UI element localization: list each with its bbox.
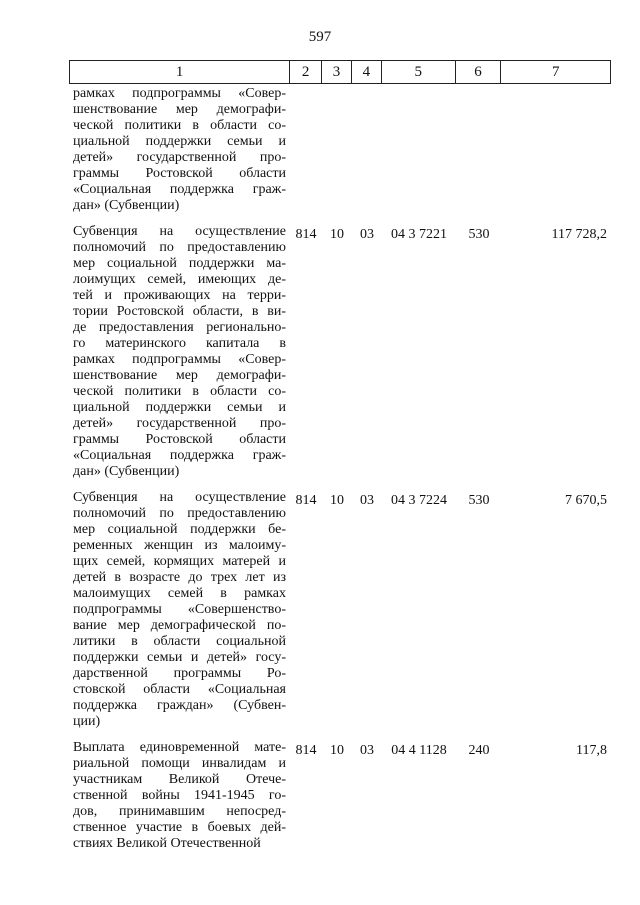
col-7-value: 117 728,2	[551, 227, 607, 242]
description-line: Субвенция на осуществление	[73, 490, 286, 505]
description-line: тории Ростовской области, в ви-	[73, 304, 286, 319]
row-description	[69, 490, 290, 730]
table-header	[69, 60, 611, 84]
table-row	[69, 224, 611, 480]
description-line: стовской области «Социальная	[73, 682, 286, 697]
col-6-value: 530	[468, 227, 490, 242]
description-line: рамках подпрограммы «Совер-	[73, 86, 286, 101]
description-line: лоимущих семей, имеющих де-	[73, 272, 286, 287]
col-6-value: 530	[468, 493, 490, 508]
description-line: ческой политики в области со-	[73, 384, 286, 399]
description-line: ременных женщин из малоиму-	[73, 538, 286, 553]
header-col-4: 4	[352, 61, 382, 83]
description-line: дарственной программы Ро-	[73, 666, 286, 681]
col-5-value: 04 4 1128	[391, 743, 447, 758]
description-line: шенствование мер демографи-	[73, 102, 286, 117]
description-line: поддержки семьи и детей» госу-	[73, 650, 286, 665]
description-line: детей» государственной про-	[73, 150, 286, 165]
col-7-value: 7 670,5	[565, 493, 607, 508]
description-line: детей» государственной про-	[73, 416, 286, 431]
row-gap	[69, 214, 611, 224]
col-4-value	[352, 86, 382, 214]
col-2-value	[290, 86, 322, 214]
col-3-value	[322, 86, 352, 214]
header-col-2: 2	[290, 61, 322, 83]
page-number: 597	[308, 29, 332, 45]
description-line: вание мер демографической по-	[73, 618, 286, 633]
table-row	[69, 490, 611, 730]
description-line: поддержка граждан» (Субвен-	[73, 698, 286, 713]
description-line: ственной войны 1941-1945 го-	[73, 788, 286, 803]
col-3-value: 10	[330, 743, 344, 758]
header-col-1: 1	[70, 61, 290, 83]
description-line: граммы Ростовской области	[73, 166, 286, 181]
description-line: Выплата единовременной мате-	[73, 740, 286, 755]
description-line: литики в области социальной	[73, 634, 286, 649]
description-line: граммы Ростовской области	[73, 432, 286, 447]
description-line: детей в возрасте до трех лет из	[73, 570, 286, 585]
col-5-value	[382, 86, 456, 214]
col-5-value: 04 3 7221	[391, 227, 447, 242]
description-line: мер социальной поддержки ма-	[73, 256, 286, 271]
description-line: циальной поддержки семьи и	[73, 400, 286, 415]
col-5-value: 04 3 7224	[391, 493, 447, 508]
description-line: подпрограммы «Совершенство-	[73, 602, 286, 617]
description-line: дов, принимавшим непосред-	[73, 804, 286, 819]
col-2-value: 814	[295, 743, 317, 758]
description-line: де предоставления регионально-	[73, 320, 286, 335]
description-line: шенствование мер демографи-	[73, 368, 286, 383]
description-line: тей и проживающих на терри-	[73, 288, 286, 303]
description-line: ственное участие в боевых дей-	[73, 820, 286, 835]
col-4-value: 03	[360, 493, 374, 508]
description-line: дан» (Субвенции)	[73, 198, 180, 213]
col-2-value: 814	[295, 227, 317, 242]
col-6-value	[456, 86, 502, 214]
description-line: полномочий по предоставлению	[73, 506, 286, 521]
header-col-6: 6	[456, 61, 502, 83]
row-description	[69, 86, 290, 214]
table-row	[69, 86, 611, 214]
description-line: рамках подпрограммы «Совер-	[73, 352, 286, 367]
col-2-value: 814	[295, 493, 317, 508]
description-line: дан» (Субвенции)	[73, 464, 180, 479]
description-line: го материнского капитала в	[73, 336, 286, 351]
col-7-value	[502, 86, 611, 214]
description-line: малоимущих семей в рамках	[73, 586, 286, 601]
col-6-value: 240	[468, 743, 490, 758]
header-col-3: 3	[322, 61, 352, 83]
description-line: ции)	[73, 714, 101, 729]
header-col-5: 5	[382, 61, 456, 83]
description-line: щих семей, кормящих матерей и	[73, 554, 286, 569]
description-line: полномочий по предоставлению	[73, 240, 286, 255]
row-gap	[69, 480, 611, 490]
table-body	[69, 86, 611, 852]
description-line: риальной помощи инвалидам и	[73, 756, 286, 771]
col-7-value: 117,8	[576, 743, 607, 758]
description-line: мер социальной поддержки бе-	[73, 522, 286, 537]
row-gap	[69, 730, 611, 740]
description-line: Субвенция на осуществление	[73, 224, 286, 239]
col-4-value: 03	[360, 227, 374, 242]
description-line: ствиях Великой Отечественной	[73, 836, 261, 851]
row-description	[69, 740, 290, 852]
description-line: участникам Великой Отече-	[73, 772, 286, 787]
header-col-7: 7	[551, 63, 560, 80]
description-line: циальной поддержки семьи и	[73, 134, 286, 149]
description-line: «Социальная поддержка граж-	[73, 182, 286, 197]
description-line: ческой политики в области со-	[73, 118, 286, 133]
col-3-value: 10	[330, 227, 344, 242]
table-row	[69, 740, 611, 852]
col-3-value: 10	[330, 493, 344, 508]
description-line: «Социальная поддержка граж-	[73, 448, 286, 463]
row-description	[69, 224, 290, 480]
col-4-value: 03	[360, 743, 374, 758]
